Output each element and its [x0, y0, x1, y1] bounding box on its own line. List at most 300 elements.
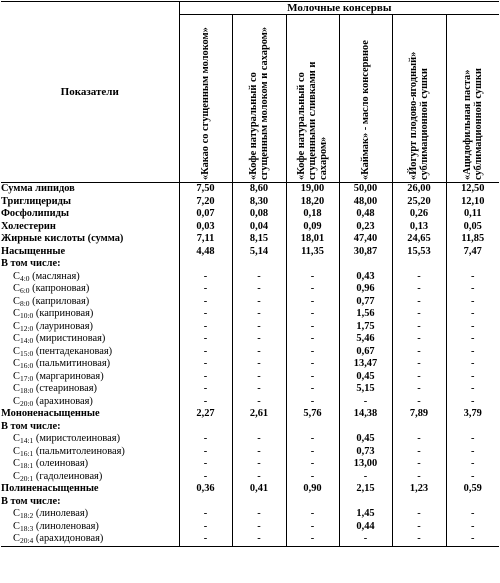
- row-label-suffix: (каприновая): [33, 308, 94, 320]
- column-header-text: «Кофе натуральный со сгущенным молоком и сахаром»: [248, 26, 270, 180]
- row-label-base: C: [13, 508, 20, 520]
- table-cell: -: [232, 383, 286, 396]
- row-label-suffix: (масляная): [29, 270, 80, 282]
- table-cell: -: [446, 533, 499, 546]
- row-label-base: Фосфолипиды: [1, 208, 70, 220]
- table-cell: -: [392, 521, 446, 534]
- table-cell: 0,96: [339, 283, 392, 296]
- table-cell: 0,09: [286, 221, 339, 234]
- table-cell: -: [392, 296, 446, 309]
- table-row: [1, 183, 499, 196]
- table-cell: 12,10: [446, 196, 499, 209]
- row-label-subscript: 18:0: [19, 386, 34, 396]
- table-cell: 0,07: [179, 208, 232, 221]
- table-cell: -: [446, 383, 499, 396]
- table-cell: -: [286, 396, 339, 409]
- table-cell: 0,03: [179, 221, 232, 234]
- column-header-4: [339, 15, 392, 183]
- table-cell: -: [392, 446, 446, 459]
- column-header-5: [392, 15, 446, 183]
- table-row: [1, 371, 499, 384]
- table-cell: 0,41: [232, 483, 286, 496]
- table-cell: -: [179, 333, 232, 346]
- table-row: [1, 383, 499, 396]
- row-label: [1, 258, 179, 271]
- table-cell: -: [392, 358, 446, 371]
- table-cell: 24,65: [392, 233, 446, 246]
- table-cell: -: [179, 271, 232, 284]
- table-cell: [179, 258, 232, 271]
- table-cell: 14,38: [339, 408, 392, 421]
- table-row: [1, 246, 499, 259]
- table-cell: -: [446, 371, 499, 384]
- table-cell: 18,01: [286, 233, 339, 246]
- table-cell: -: [446, 308, 499, 321]
- table-row: [1, 321, 499, 334]
- table-cell: -: [392, 433, 446, 446]
- row-label-base: C: [13, 383, 20, 395]
- table-cell: 11,85: [446, 233, 499, 246]
- row-label: [1, 183, 179, 196]
- table-cell: -: [286, 471, 339, 484]
- row-label-base: Насыщенные: [1, 245, 66, 257]
- table-cell: -: [446, 296, 499, 309]
- table-cell: -: [286, 308, 339, 321]
- table-cell: [286, 258, 339, 271]
- row-label: [1, 271, 179, 284]
- table-cell: 47,40: [339, 233, 392, 246]
- column-header-text: «Ацидофильная паста» сублимационной сушки: [461, 68, 484, 180]
- row-label-subscript: 20:1: [19, 473, 34, 483]
- row-label: [1, 446, 179, 459]
- table-cell: -: [286, 521, 339, 534]
- row-label-base: C: [13, 283, 20, 295]
- table-cell: 13,47: [339, 358, 392, 371]
- column-header-2: [232, 15, 286, 183]
- table-cell: -: [232, 321, 286, 334]
- row-label-base: C: [13, 370, 20, 382]
- table-cell: 0,11: [446, 208, 499, 221]
- row-label: [1, 371, 179, 384]
- row-label-suffix: (пальмитиновая): [33, 358, 111, 370]
- row-label-subscript: 18:2: [19, 511, 34, 521]
- table-cell: 0,59: [446, 483, 499, 496]
- table-row: [1, 483, 499, 496]
- table-cell: 8,30: [232, 196, 286, 209]
- table-cell: -: [392, 458, 446, 471]
- table-cell: -: [286, 458, 339, 471]
- row-label-base: Холестерин: [1, 220, 56, 232]
- row-label: [1, 346, 179, 359]
- row-label-base: C: [13, 533, 20, 545]
- table-cell: -: [232, 533, 286, 546]
- row-label-subscript: 20:4: [19, 536, 34, 546]
- table-cell: -: [286, 346, 339, 359]
- table-cell: -: [179, 533, 232, 546]
- table-cell: -: [446, 521, 499, 534]
- table-cell: 4,48: [179, 246, 232, 259]
- table-cell: -: [232, 346, 286, 359]
- row-label-suffix: (гадолеиновая): [33, 470, 103, 482]
- table-cell: -: [232, 433, 286, 446]
- table-row: [1, 496, 499, 509]
- table-cell: [339, 421, 392, 434]
- row-label: [1, 521, 179, 534]
- table-row: [1, 346, 499, 359]
- table-row: [1, 458, 499, 471]
- table-cell: -: [286, 283, 339, 296]
- table-cell: 2,61: [232, 408, 286, 421]
- row-label-base: В том числе:: [1, 420, 61, 432]
- table-cell: -: [232, 333, 286, 346]
- table-cell: 5,76: [286, 408, 339, 421]
- table-cell: -: [179, 308, 232, 321]
- table-cell: 3,79: [446, 408, 499, 421]
- table-cell: 7,89: [392, 408, 446, 421]
- table-row: [1, 296, 499, 309]
- table-cell: 0,13: [392, 221, 446, 234]
- table-cell: [286, 496, 339, 509]
- table-cell: 7,50: [179, 183, 232, 196]
- table-cell: 30,87: [339, 246, 392, 259]
- table-row: [1, 433, 499, 446]
- table-cell: -: [232, 308, 286, 321]
- row-label-subscript: 8:0: [19, 298, 30, 308]
- table-cell: -: [232, 283, 286, 296]
- table-cell: 8,60: [232, 183, 286, 196]
- row-label-base: C: [13, 470, 20, 482]
- table-row: [1, 233, 499, 246]
- table-cell: [392, 496, 446, 509]
- table-cell: [339, 258, 392, 271]
- table-cell: -: [286, 296, 339, 309]
- row-label: [1, 296, 179, 309]
- table-cell: 1,56: [339, 308, 392, 321]
- table-cell: 12,50: [446, 183, 499, 196]
- row-label: [1, 308, 179, 321]
- table-cell: -: [339, 471, 392, 484]
- table-cell: -: [392, 308, 446, 321]
- row-label-base: C: [13, 308, 20, 320]
- row-label-subscript: 14:0: [19, 336, 34, 346]
- row-label-base: C: [13, 445, 20, 457]
- table-cell: [392, 258, 446, 271]
- table-cell: 0,44: [339, 521, 392, 534]
- table-cell: -: [179, 458, 232, 471]
- row-label-suffix: (пальмитолеиновая): [33, 445, 125, 457]
- table-cell: 15,53: [392, 246, 446, 259]
- table-cell: 1,45: [339, 508, 392, 521]
- table-cell: 50,00: [339, 183, 392, 196]
- row-label: [1, 421, 179, 434]
- row-label-subscript: 10:0: [19, 311, 34, 321]
- table-row: [1, 308, 499, 321]
- row-label-suffix: (линолевая): [33, 508, 89, 520]
- row-label: [1, 283, 179, 296]
- row-label: [1, 383, 179, 396]
- row-label: [1, 333, 179, 346]
- row-label: [1, 196, 179, 209]
- table-cell: -: [179, 471, 232, 484]
- table-cell: -: [179, 296, 232, 309]
- row-label: [1, 208, 179, 221]
- table-cell: 0,05: [446, 221, 499, 234]
- table-row: [1, 471, 499, 484]
- row-label-base: В том числе:: [1, 258, 61, 270]
- table-cell: 25,20: [392, 196, 446, 209]
- row-label-base: C: [13, 395, 20, 407]
- row-label-suffix: (арахиновая): [33, 395, 93, 407]
- table-row: [1, 221, 499, 234]
- row-label-suffix: (олеиновая): [33, 458, 89, 470]
- table-cell: -: [232, 471, 286, 484]
- table-cell: 0,43: [339, 271, 392, 284]
- table-cell: 13,00: [339, 458, 392, 471]
- table-cell: -: [179, 433, 232, 446]
- table-cell: 7,20: [179, 196, 232, 209]
- table-row: [1, 283, 499, 296]
- table-cell: -: [392, 321, 446, 334]
- row-label-base: C: [13, 333, 20, 345]
- row-label-suffix: (каприловая): [29, 295, 90, 307]
- row-label-subscript: 12:0: [19, 323, 34, 333]
- table-row: [1, 408, 499, 421]
- table-cell: -: [232, 396, 286, 409]
- row-label-base: C: [13, 320, 20, 332]
- row-label-suffix: (арахидоновая): [33, 533, 104, 545]
- row-label-base: Сумма липидов: [1, 183, 75, 195]
- table-cell: -: [392, 346, 446, 359]
- table-cell: -: [446, 271, 499, 284]
- table-cell: -: [446, 321, 499, 334]
- table-cell: -: [446, 358, 499, 371]
- table-cell: 26,00: [392, 183, 446, 196]
- row-label-suffix: (пентадекановая): [33, 345, 113, 357]
- column-header-3: [286, 15, 339, 183]
- lipid-composition-table: [1, 1, 499, 547]
- table-cell: -: [179, 371, 232, 384]
- row-label-base: C: [13, 433, 20, 445]
- table-cell: 18,20: [286, 196, 339, 209]
- table-cell: -: [286, 446, 339, 459]
- row-label-suffix: (линоленовая): [33, 520, 99, 532]
- row-label: [1, 508, 179, 521]
- table-cell: 8,15: [232, 233, 286, 246]
- table-cell: 2,15: [339, 483, 392, 496]
- group-header: Молочные консервы: [179, 2, 499, 15]
- table-cell: -: [286, 383, 339, 396]
- row-label-suffix: (стеариновая): [33, 383, 97, 395]
- table-cell: 5,14: [232, 246, 286, 259]
- table-cell: 5,46: [339, 333, 392, 346]
- row-label: [1, 533, 179, 546]
- row-label-base: Жирные кислоты (сумма): [1, 233, 124, 245]
- table-cell: 0,45: [339, 371, 392, 384]
- table-cell: -: [286, 358, 339, 371]
- table-cell: -: [286, 508, 339, 521]
- table-cell: [179, 496, 232, 509]
- row-label-suffix: (миристолеиновая): [33, 433, 121, 445]
- row-label: [1, 221, 179, 234]
- table-row: [1, 271, 499, 284]
- table-cell: -: [446, 396, 499, 409]
- table-row: [1, 521, 499, 534]
- table-cell: -: [446, 346, 499, 359]
- table-cell: -: [392, 271, 446, 284]
- column-header-text: «Каймак» - масло консервное: [360, 40, 371, 180]
- table-cell: -: [446, 508, 499, 521]
- table-cell: -: [392, 396, 446, 409]
- row-label: [1, 396, 179, 409]
- table-cell: [339, 496, 392, 509]
- table-cell: 0,18: [286, 208, 339, 221]
- column-header-1: [179, 15, 232, 183]
- column-header-text: «Кофе натуральный со сгущенными сливками и сахаром»: [296, 61, 329, 180]
- row-label-subscript: 16:0: [19, 361, 34, 371]
- table-cell: -: [286, 321, 339, 334]
- table-cell: -: [232, 358, 286, 371]
- table-cell: 0,26: [392, 208, 446, 221]
- table-cell: [232, 421, 286, 434]
- table-cell: 7,11: [179, 233, 232, 246]
- table-cell: 0,77: [339, 296, 392, 309]
- table-cell: -: [392, 383, 446, 396]
- table-cell: -: [232, 446, 286, 459]
- row-label-base: Мононенасыщенные: [1, 408, 100, 420]
- table-row: [1, 396, 499, 409]
- table-cell: [232, 258, 286, 271]
- row-label-suffix: (маргариновая): [33, 370, 104, 382]
- row-label-subscript: 18:3: [19, 523, 34, 533]
- row-label-suffix: (миристиновая): [33, 333, 106, 345]
- table-cell: -: [446, 471, 499, 484]
- table-row: [1, 208, 499, 221]
- table-cell: [446, 421, 499, 434]
- table-cell: 48,00: [339, 196, 392, 209]
- row-label-base: В том числе:: [1, 495, 61, 507]
- table-cell: -: [339, 396, 392, 409]
- column-header-text: «Йогурт плодово-ягодный» сублимационной сушки: [408, 51, 430, 180]
- table-cell: 1,75: [339, 321, 392, 334]
- table-cell: -: [179, 396, 232, 409]
- table-row: [1, 358, 499, 371]
- label-header: [1, 2, 179, 183]
- row-label-base: C: [13, 458, 20, 470]
- table-cell: 11,35: [286, 246, 339, 259]
- table-cell: -: [179, 383, 232, 396]
- table-row: [1, 258, 499, 271]
- table-cell: 0,36: [179, 483, 232, 496]
- table-row: [1, 508, 499, 521]
- row-label-subscript: 15:0: [19, 348, 34, 358]
- table-cell: -: [446, 283, 499, 296]
- row-label-base: Полиненасыщенные: [1, 483, 99, 495]
- table-cell: 7,47: [446, 246, 499, 259]
- table-cell: -: [392, 333, 446, 346]
- row-label-base: Триглицериды: [1, 195, 72, 207]
- row-label-subscript: 6:0: [19, 286, 30, 296]
- table-cell: 0,48: [339, 208, 392, 221]
- table-cell: -: [392, 508, 446, 521]
- table-cell: -: [446, 446, 499, 459]
- table-cell: -: [392, 533, 446, 546]
- row-label: [1, 433, 179, 446]
- row-label: [1, 246, 179, 259]
- row-label-base: C: [13, 358, 20, 370]
- table-cell: -: [179, 508, 232, 521]
- table-cell: -: [179, 346, 232, 359]
- table-cell: -: [179, 321, 232, 334]
- table-cell: 2,27: [179, 408, 232, 421]
- table-cell: -: [339, 533, 392, 546]
- table-cell: -: [232, 296, 286, 309]
- table-cell: 0,67: [339, 346, 392, 359]
- table-row: [1, 446, 499, 459]
- table-cell: [232, 496, 286, 509]
- row-label: [1, 408, 179, 421]
- table-cell: [446, 258, 499, 271]
- table-cell: -: [179, 358, 232, 371]
- table-cell: 5,15: [339, 383, 392, 396]
- table-cell: -: [446, 433, 499, 446]
- table-cell: [179, 421, 232, 434]
- row-label-base: C: [13, 520, 20, 532]
- table-cell: 0,73: [339, 446, 392, 459]
- table-row: [1, 421, 499, 434]
- row-label-subscript: 14:1: [19, 436, 34, 446]
- table-cell: -: [232, 521, 286, 534]
- column-header-text: «Какао со сгущенным молоком»: [200, 27, 211, 180]
- row-label-suffix: (капроновая): [29, 283, 90, 295]
- table-cell: -: [286, 533, 339, 546]
- row-label-base: C: [13, 345, 20, 357]
- table-cell: -: [286, 271, 339, 284]
- column-header-6: [446, 15, 499, 183]
- table-cell: -: [232, 371, 286, 384]
- row-label: [1, 483, 179, 496]
- row-label: [1, 471, 179, 484]
- table-cell: 0,08: [232, 208, 286, 221]
- row-label: [1, 496, 179, 509]
- row-label: [1, 321, 179, 334]
- table-cell: -: [179, 283, 232, 296]
- table-cell: -: [286, 371, 339, 384]
- row-label-subscript: 16:1: [19, 448, 34, 458]
- table-cell: 19,00: [286, 183, 339, 196]
- table-row: [1, 533, 499, 546]
- table-cell: -: [232, 508, 286, 521]
- row-label: [1, 358, 179, 371]
- table-cell: -: [446, 458, 499, 471]
- table-cell: 0,90: [286, 483, 339, 496]
- table-cell: -: [232, 271, 286, 284]
- table-cell: 0,45: [339, 433, 392, 446]
- table-cell: -: [286, 433, 339, 446]
- table-cell: [446, 496, 499, 509]
- row-label-subscript: 17:0: [19, 373, 34, 383]
- row-label-subscript: 20:0: [19, 398, 34, 408]
- table-cell: -: [392, 471, 446, 484]
- row-label-subscript: 4:0: [19, 273, 30, 283]
- row-label-base: C: [13, 295, 20, 307]
- table-cell: [392, 421, 446, 434]
- row-label-base: C: [13, 270, 20, 282]
- table-cell: -: [392, 283, 446, 296]
- table-cell: 1,23: [392, 483, 446, 496]
- label-header-text: Показатели: [60, 86, 119, 98]
- table-row: [1, 196, 499, 209]
- table-cell: -: [446, 333, 499, 346]
